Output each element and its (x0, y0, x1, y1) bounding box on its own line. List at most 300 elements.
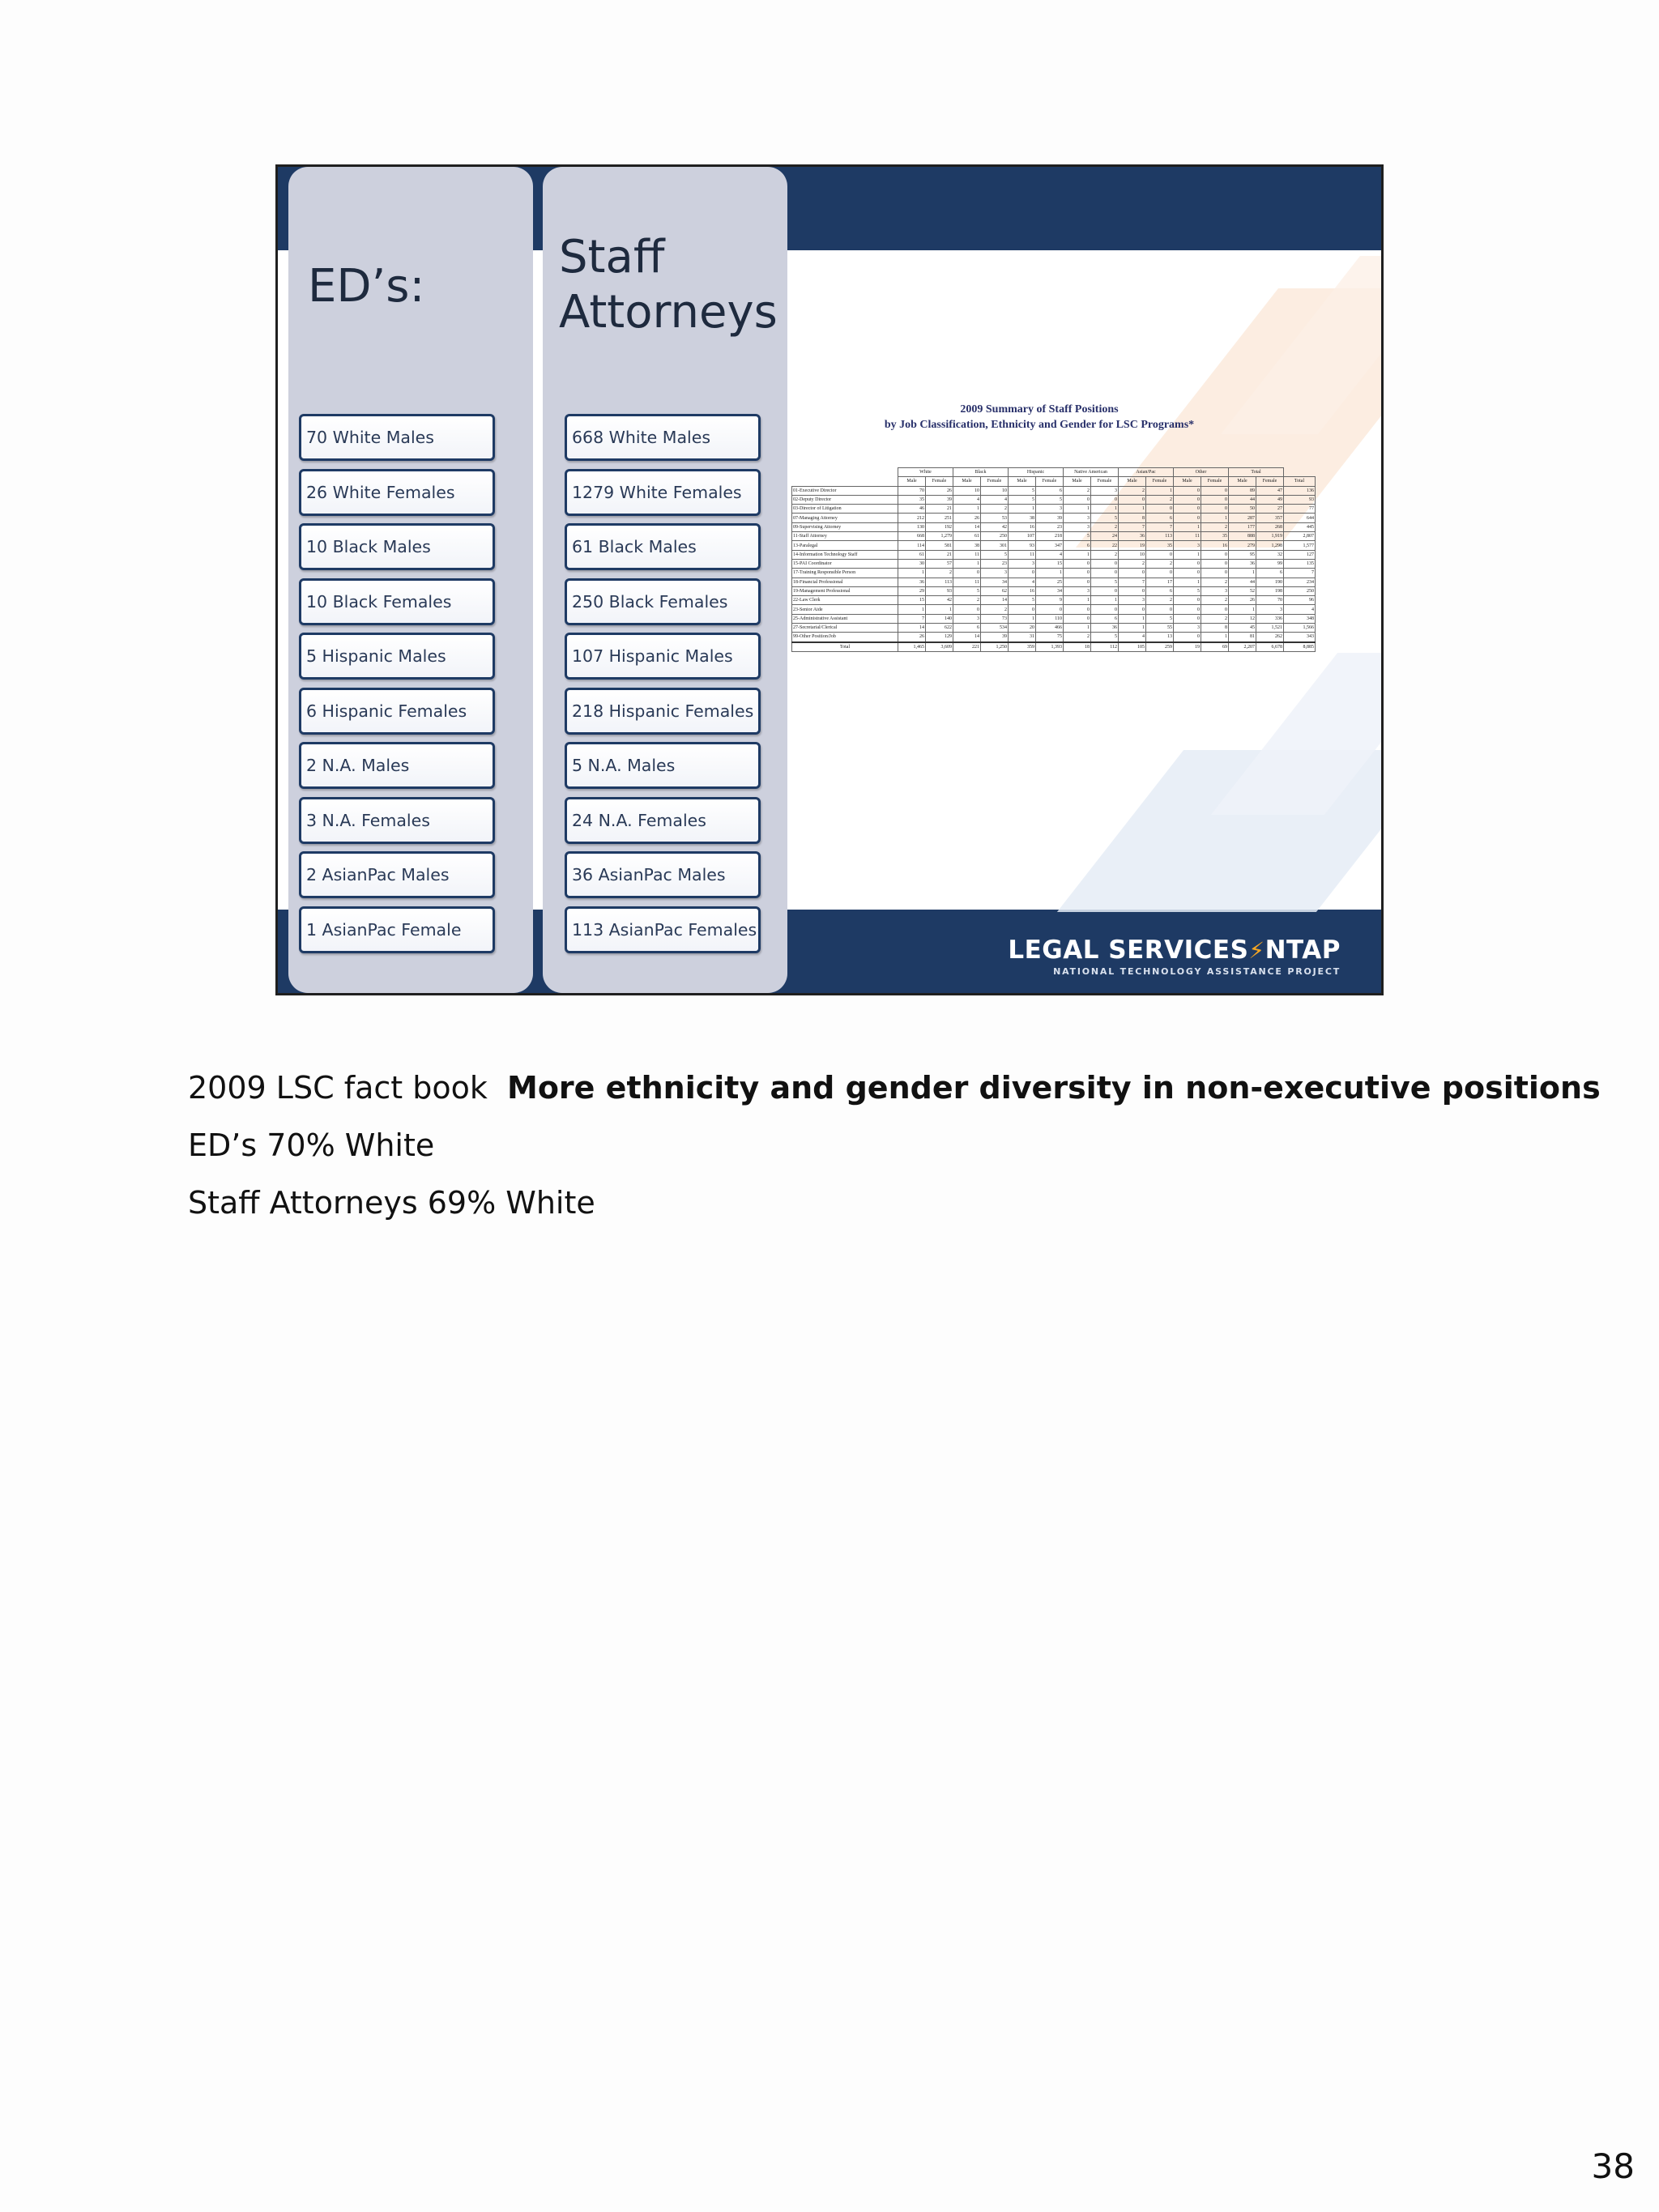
table-cell: 107 (1009, 532, 1036, 541)
table-cell: 21 (926, 550, 953, 559)
table-cell: 0 (1201, 505, 1229, 514)
table-row-label: Total (792, 642, 898, 652)
lightning-icon: ⚡ (1248, 937, 1265, 964)
table-row (792, 541, 1316, 550)
table-group-header: Black (953, 468, 1009, 477)
table-cell: 47 (1256, 486, 1284, 495)
table-cell: 26 (953, 514, 981, 522)
table-cell: 1 (898, 569, 926, 578)
table-cell: 129 (926, 633, 953, 642)
table-cell: 5 (1091, 514, 1119, 522)
table-cell: 16 (1009, 586, 1036, 595)
table-row-label: 11-Staff Attorney (792, 532, 898, 541)
table-cell: 1 (1064, 550, 1091, 559)
table-cell: 4 (953, 495, 981, 504)
table-subheader: Male (1009, 477, 1036, 486)
table-cell: 3 (1064, 522, 1091, 531)
table-cell: 2 (1201, 578, 1229, 586)
table-subheader: Male (1064, 477, 1091, 486)
table-cell: 5 (1009, 495, 1036, 504)
table-row-label: 17-Training Responsible Person (792, 569, 898, 578)
notes-text: 2009 LSC fact book (188, 1070, 508, 1106)
table-cell: 1,919 (1256, 532, 1284, 541)
table-cell: 1,393 (1036, 642, 1064, 652)
table-cell: 61 (898, 550, 926, 559)
table-cell: 11 (953, 550, 981, 559)
table-cell: 1,298 (1256, 541, 1284, 550)
table-cell: 136 (1284, 486, 1316, 495)
table-cell: 1,521 (1256, 624, 1284, 633)
table-corner (1284, 468, 1316, 477)
table-subheader: Male (1119, 477, 1146, 486)
table-cell: 1 (898, 605, 926, 614)
table-row-label: 23-Senior Aide (792, 605, 898, 614)
table-cell: 4 (1119, 633, 1146, 642)
table-row-label: 99-Other Position/Job (792, 633, 898, 642)
table-cell: 93 (1009, 541, 1036, 550)
table-cell: 0 (1174, 505, 1201, 514)
table-row (792, 569, 1316, 578)
table-cell: 0 (1174, 596, 1201, 605)
table-subheader: Female (926, 477, 953, 486)
table-cell: 19 (1174, 642, 1201, 652)
logo-subtitle: NATIONAL TECHNOLOGY ASSISTANCE PROJECT (1053, 966, 1341, 977)
table-cell: 2,207 (1229, 642, 1256, 652)
table-cell: 75 (1036, 633, 1064, 642)
table-subheader: Female (1146, 477, 1174, 486)
table-cell: 888 (1229, 532, 1256, 541)
table-cell: 1 (1201, 633, 1229, 642)
staff-item: 36 AsianPac Males (565, 851, 761, 898)
table-cell: 268 (1256, 522, 1284, 531)
table-cell: 36 (1229, 559, 1256, 568)
table-cell: 466 (1036, 624, 1064, 633)
table-cell: 1 (1036, 569, 1064, 578)
table-cell: 0 (1064, 578, 1091, 586)
table-cell: 14 (953, 522, 981, 531)
table-cell: 534 (981, 624, 1009, 633)
table-cell: 4 (981, 495, 1009, 504)
staff-item: 24 N.A. Females (565, 797, 761, 844)
table-cell: 29 (898, 586, 926, 595)
table-cell: 52 (1229, 586, 1256, 595)
table-cell: 42 (981, 522, 1009, 531)
table-cell: 0 (1174, 633, 1201, 642)
table-cell: 32 (1256, 550, 1284, 559)
table-cell: 301 (981, 541, 1009, 550)
staff-positions-table (791, 467, 1316, 652)
table-cell: 22 (1091, 541, 1119, 550)
table-cell: 2 (1091, 550, 1119, 559)
table-cell: 7 (1119, 578, 1146, 586)
table-cell: 8,885 (1284, 642, 1316, 652)
table-corner (792, 468, 898, 477)
eds-item: 10 Black Females (299, 578, 495, 625)
table-cell: 347 (1036, 541, 1064, 550)
table-cell: 1 (1009, 614, 1036, 623)
table-row (792, 578, 1316, 586)
eds-item: 2 N.A. Males (299, 742, 495, 789)
table-cell: 16 (1009, 522, 1036, 531)
table-cell: 0 (1146, 550, 1174, 559)
table-subheader: Female (1036, 477, 1064, 486)
table-cell: 16 (1201, 541, 1229, 550)
table-cell: 3,609 (926, 642, 953, 652)
table-subheader: Female (1091, 477, 1119, 486)
table-cell: 3 (1091, 486, 1119, 495)
table-cell: 14 (981, 596, 1009, 605)
table-cell: 1,279 (926, 532, 953, 541)
table-cell: 4 (1284, 605, 1316, 614)
table-row (792, 495, 1316, 504)
table-cell: 21 (926, 505, 953, 514)
table-cell: 38 (1009, 514, 1036, 522)
table-cell: 5 (1174, 586, 1201, 595)
table-row-label: 14-Information Technology Staff (792, 550, 898, 559)
staff-item: 61 Black Males (565, 523, 761, 570)
table-cell: 287 (1229, 514, 1256, 522)
table-row-label: 22-Law Clerk (792, 596, 898, 605)
table-cell: 259 (1146, 642, 1174, 652)
staff-item: 668 White Males (565, 414, 761, 461)
table-cell: 348 (1284, 614, 1316, 623)
eds-list (299, 414, 495, 961)
table-cell: 0 (1174, 486, 1201, 495)
table-cell: 130 (898, 522, 926, 531)
table-cell: 0 (1201, 550, 1229, 559)
table-cell: 95 (1229, 550, 1256, 559)
table-cell: 57 (926, 559, 953, 568)
table-cell: 19 (1119, 541, 1146, 550)
table-cell: 198 (1256, 586, 1284, 595)
table-row (792, 586, 1316, 595)
table-cell: 105 (1119, 642, 1146, 652)
table-cell: 26 (898, 633, 926, 642)
staff-item: 218 Hispanic Females (565, 688, 761, 735)
table-row (792, 522, 1316, 531)
staff-title-line: Staff (559, 231, 665, 283)
table-cell: 6 (1146, 514, 1174, 522)
table-subheader: Male (953, 477, 981, 486)
table-cell: 127 (1284, 550, 1316, 559)
table-subheader: Female (1201, 477, 1229, 486)
table-subheader-row (792, 477, 1316, 486)
table-cell: 34 (1036, 586, 1064, 595)
table-title-line: by Job Classification, Ethnicity and Gender for LSC Programs* (884, 419, 1195, 431)
table-row (792, 605, 1316, 614)
eds-item: 70 White Males (299, 414, 495, 461)
table-row (792, 505, 1316, 514)
table-cell: 6 (1036, 486, 1064, 495)
eds-title: ED’s: (308, 260, 425, 313)
table-cell: 81 (1229, 633, 1256, 642)
table-cell: 4 (1009, 578, 1036, 586)
table-cell: 35 (898, 495, 926, 504)
table-cell: 55 (1146, 624, 1174, 633)
table-row (792, 624, 1316, 633)
table-cell: 0 (1201, 495, 1229, 504)
table-total-header: Total (1284, 477, 1316, 486)
eds-item: 5 Hispanic Males (299, 633, 495, 680)
table-cell: 49 (1256, 495, 1284, 504)
table-cell: 1 (926, 605, 953, 614)
table-cell: 140 (926, 614, 953, 623)
table-cell: 2 (1201, 522, 1229, 531)
table-group-header: Asian/Pac (1119, 468, 1174, 477)
table-cell: 73 (981, 614, 1009, 623)
table-cell: 5 (953, 586, 981, 595)
table-cell: 50 (1229, 505, 1256, 514)
table-cell: 7 (1284, 569, 1316, 578)
table-cell: 2 (1146, 596, 1174, 605)
table-cell: 10 (981, 486, 1009, 495)
table-cell: 0 (1064, 559, 1091, 568)
table-cell: 34 (981, 578, 1009, 586)
table-cell: 93 (1284, 495, 1316, 504)
table-cell: 357 (1256, 514, 1284, 522)
table-subheader: Female (1256, 477, 1284, 486)
table-cell: 1 (1174, 522, 1201, 531)
table-cell: 192 (926, 522, 953, 531)
table-cell: 2 (1091, 522, 1119, 531)
table-row-label: 15-PAI Coordinator (792, 559, 898, 568)
table-cell: 3 (1064, 514, 1091, 522)
table-cell: 2 (1119, 559, 1146, 568)
table-cell: 6 (1064, 541, 1091, 550)
table-cell: 2,807 (1284, 532, 1316, 541)
table-cell: 0 (1091, 586, 1119, 595)
table-cell: 0 (1119, 586, 1146, 595)
table-cell: 0 (1091, 569, 1119, 578)
table-cell: 0 (1174, 569, 1201, 578)
eds-item: 26 White Females (299, 469, 495, 516)
table-cell: 24 (1091, 532, 1119, 541)
table-row (792, 559, 1316, 568)
table-cell: 42 (926, 596, 953, 605)
table-row-label: 13-Paralegal (792, 541, 898, 550)
table-cell: 0 (1174, 559, 1201, 568)
logo-text: LEGAL SERVICES (1008, 936, 1249, 965)
table-cell: 1 (1119, 614, 1146, 623)
table-cell: 1 (1174, 550, 1201, 559)
table-cell: 26 (1229, 596, 1256, 605)
table-cell: 3 (1174, 624, 1201, 633)
table-cell: 190 (1256, 578, 1284, 586)
table-cell: 45 (1229, 624, 1256, 633)
table-cell: 1 (1064, 596, 1091, 605)
table-cell: 1 (953, 505, 981, 514)
table-corner (792, 477, 898, 486)
table-cell: 25 (1036, 578, 1064, 586)
table-cell: 0 (1064, 495, 1091, 504)
eds-item: 6 Hispanic Females (299, 688, 495, 735)
table-cell: 2 (981, 505, 1009, 514)
table-cell: 0 (1119, 569, 1146, 578)
table-cell: 1 (1146, 486, 1174, 495)
table-cell: 1,250 (981, 642, 1009, 652)
table-cell: 114 (898, 541, 926, 550)
table-cell: 3 (1036, 505, 1064, 514)
table-cell: 5 (1009, 486, 1036, 495)
table-cell: 2 (1146, 559, 1174, 568)
table-cell: 6 (953, 624, 981, 633)
table-cell: 31 (1009, 633, 1036, 642)
table-total-row (792, 642, 1316, 652)
table-subheader: Male (1229, 477, 1256, 486)
eds-item: 3 N.A. Females (299, 797, 495, 844)
table-cell: 1 (1064, 505, 1091, 514)
table-row-label: 18-Financial Professional (792, 578, 898, 586)
table-cell: 581 (926, 541, 953, 550)
page-number: 38 (1591, 2146, 1635, 2186)
table-cell: 6 (1146, 586, 1174, 595)
table-cell: 0 (1091, 559, 1119, 568)
table-cell: 1 (953, 559, 981, 568)
table-row-label: 01-Executive Director (792, 486, 898, 495)
table-cell: 234 (1284, 578, 1316, 586)
table-cell: 3 (1174, 541, 1201, 550)
staff-attorneys-title (559, 230, 778, 340)
table-row (792, 550, 1316, 559)
table-cell: 0 (1091, 495, 1119, 504)
table-row-label: 02-Deputy Director (792, 495, 898, 504)
table-cell: 1 (1119, 624, 1146, 633)
table-cell: 5 (1146, 614, 1174, 623)
table-cell: 0 (1174, 614, 1201, 623)
staff-item: 5 N.A. Males (565, 742, 761, 789)
table-cell: 18 (1064, 642, 1091, 652)
table-cell: 62 (981, 586, 1009, 595)
table-group-header: Total (1229, 468, 1284, 477)
table-subheader: Female (981, 477, 1009, 486)
table-cell: 2 (1064, 633, 1091, 642)
table-cell: 53 (981, 514, 1009, 522)
table-cell: 0 (953, 605, 981, 614)
table-cell: 13 (1146, 633, 1174, 642)
table-row-label: 19-Management Professional (792, 586, 898, 595)
table-cell: 221 (953, 642, 981, 652)
table-cell: 2 (1201, 596, 1229, 605)
staff-attorneys-column (543, 167, 787, 993)
table-group-header: White (898, 468, 953, 477)
table-cell: 1 (1174, 578, 1201, 586)
table-cell: 0 (1174, 605, 1201, 614)
table-subheader: Male (898, 477, 926, 486)
table-cell: 5 (981, 550, 1009, 559)
table-cell: 30 (898, 559, 926, 568)
table-cell: 0 (1064, 569, 1091, 578)
table-cell: 135 (1284, 559, 1316, 568)
table-cell: 0 (1064, 605, 1091, 614)
table-cell: 11 (953, 578, 981, 586)
table-cell: 3 (1201, 586, 1229, 595)
table-cell: 110 (1036, 614, 1064, 623)
table-cell: 77 (1284, 505, 1316, 514)
table-cell: 1 (1091, 596, 1119, 605)
table-cell: 6 (1256, 569, 1284, 578)
staff-item: 1279 White Females (565, 469, 761, 516)
table-cell: 15 (898, 596, 926, 605)
table-cell: 113 (926, 578, 953, 586)
table-cell: 0 (1201, 559, 1229, 568)
table-cell: 5 (1009, 596, 1036, 605)
table-cell: 8 (1119, 514, 1146, 522)
table-cell: 17 (1146, 578, 1174, 586)
table-cell: 39 (926, 495, 953, 504)
table-row-label: 27-Secretarial/Clerical (792, 624, 898, 633)
table-cell: 1,465 (898, 642, 926, 652)
table-cell: 2 (1146, 495, 1174, 504)
table-cell: 2 (953, 596, 981, 605)
table-row (792, 532, 1316, 541)
table-header-row (792, 468, 1316, 477)
table-cell: 0 (1009, 605, 1036, 614)
table-cell: 0 (1119, 605, 1146, 614)
table-cell: 3 (981, 569, 1009, 578)
table-group-header: Native American (1064, 468, 1119, 477)
table-row-label: 25-Administrative Assistant (792, 614, 898, 623)
table-cell: 2 (1201, 614, 1229, 623)
eds-column (288, 167, 533, 993)
table-cell: 262 (1256, 633, 1284, 642)
table-cell: 4 (1036, 550, 1064, 559)
table-cell: 0 (1201, 569, 1229, 578)
notes-line: Staff Attorneys 69% White (188, 1185, 595, 1221)
table-title (829, 402, 1250, 433)
table-cell: 0 (1091, 605, 1119, 614)
table-cell: 9 (1036, 596, 1064, 605)
staff-item: 250 Black Females (565, 578, 761, 625)
table-cell: 70 (898, 486, 926, 495)
table-cell: 38 (953, 541, 981, 550)
table-cell: 5 (1064, 532, 1091, 541)
table-cell: 1 (1064, 624, 1091, 633)
table-cell: 3 (1256, 605, 1284, 614)
table-cell: 343 (1284, 633, 1316, 642)
table-group-header: Hispanic (1009, 468, 1064, 477)
notes-line (188, 1059, 1601, 1117)
table-cell: 1 (1119, 505, 1146, 514)
table-cell: 96 (1284, 596, 1316, 605)
legal-services-ntap-logo (1008, 936, 1341, 977)
table-cell: 44 (1229, 578, 1256, 586)
table-cell: 3 (1119, 596, 1146, 605)
table-cell: 36 (1119, 532, 1146, 541)
table-cell: 7 (1119, 522, 1146, 531)
table-cell: 668 (898, 532, 926, 541)
table-row (792, 614, 1316, 623)
table-cell: 0 (1064, 614, 1091, 623)
table-row (792, 633, 1316, 642)
table-cell: 0 (1174, 495, 1201, 504)
eds-item: 10 Black Males (299, 523, 495, 570)
notes-emphasis: More ethnicity and gender diversity in non-executive positions (507, 1070, 1601, 1106)
table-cell: 14 (898, 624, 926, 633)
table-cell: 113 (1146, 532, 1174, 541)
table-cell: 0 (1174, 514, 1201, 522)
table-cell: 6 (1091, 614, 1119, 623)
table-cell: 0 (1201, 605, 1229, 614)
table-cell: 1 (1229, 605, 1256, 614)
table-cell: 35 (1146, 541, 1174, 550)
table-cell: 279 (1229, 541, 1256, 550)
table-row (792, 596, 1316, 605)
table-cell: 112 (1091, 642, 1119, 652)
table-cell: 6,678 (1256, 642, 1284, 652)
table-cell: 3 (1009, 559, 1036, 568)
table-cell: 1 (1229, 569, 1256, 578)
table-cell: 0 (1036, 605, 1064, 614)
